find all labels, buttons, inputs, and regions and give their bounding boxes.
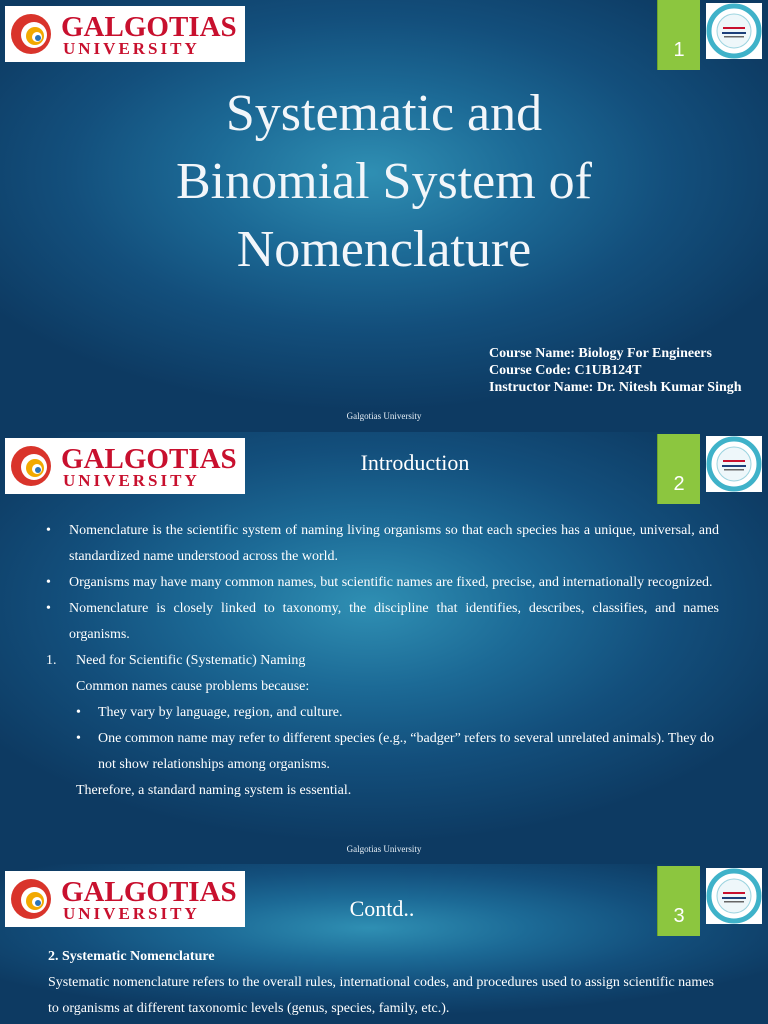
accreditation-seal-icon [706, 436, 762, 492]
course-info [489, 345, 742, 396]
bullet-item: • Nomenclature is the scientific system of naming living organisms so that each species has a unique, universal, and standardized name understood across the world. [46, 518, 719, 570]
section-heading: 2. Systematic Nomenclature [48, 949, 215, 964]
bullet-item: • Nomenclature is closely linked to taxonomy, the discipline that identifies, describes, classifies, and names organisms. [46, 596, 719, 648]
sub-bullet-item: • One common name may refer to different species (e.g., “badger” refers to several unrelated animals). They do not show relationships among organisms. [46, 726, 719, 778]
galgotias-logo [5, 438, 245, 494]
list-number: 1. [46, 653, 57, 668]
slide-title: Contd.. [349, 896, 415, 921]
slide-footer: Galgotias University [346, 844, 422, 854]
svg-text:GALGOTIAS: GALGOTIAS [61, 443, 237, 475]
slide-body [48, 944, 720, 1022]
instructor-name: Instructor Name: Dr. Nitesh Kumar Singh [489, 380, 742, 395]
bullet-item: • Organisms may have many common names, but scientific names are fixed, precise, and internationally recognized. [46, 570, 719, 596]
svg-text:GALGOTIAS: GALGOTIAS [61, 876, 237, 908]
accreditation-seal-icon [706, 3, 762, 59]
slide-body [46, 518, 719, 804]
galgotias-logo [5, 871, 245, 927]
intro-line: Common names cause problems because: [76, 679, 310, 694]
course-name: Course Name: Biology For Engineers [489, 346, 712, 361]
galgotias-logo [5, 6, 245, 62]
slide-title: Introduction [360, 450, 470, 475]
accreditation-seal-icon [706, 868, 762, 924]
svg-text:UNIVERSITY: UNIVERSITY [63, 39, 200, 58]
slide-number-badge: 3 [657, 866, 700, 936]
slide-number-badge: 1 [657, 0, 700, 70]
slide-2 [0, 432, 768, 864]
section-paragraph: Systematic nomenclature refers to the overall rules, international codes, and procedures used to assign scientific names to organisms at different taxonomic levels (genus, species, family, etc.). [48, 975, 714, 1016]
numbered-heading-text: Need for Scientific (Systematic) Naming [76, 653, 306, 668]
conclusion-line: Therefore, a standard naming system is essential. [76, 783, 352, 798]
slide-3 [0, 864, 768, 1024]
slide-title: Systematic and Binomial System of Nomenclature [176, 85, 592, 278]
slide-number-badge: 2 [657, 434, 700, 504]
slide-1 [0, 0, 768, 432]
numbered-heading [46, 648, 719, 674]
svg-text:UNIVERSITY: UNIVERSITY [63, 471, 200, 490]
sub-bullet-item: • They vary by language, region, and culture. [46, 700, 719, 726]
svg-text:UNIVERSITY: UNIVERSITY [63, 904, 200, 923]
course-code: Course Code: C1UB124T [489, 363, 642, 378]
slide-footer: Galgotias University [346, 411, 422, 421]
svg-text:GALGOTIAS: GALGOTIAS [61, 11, 237, 43]
